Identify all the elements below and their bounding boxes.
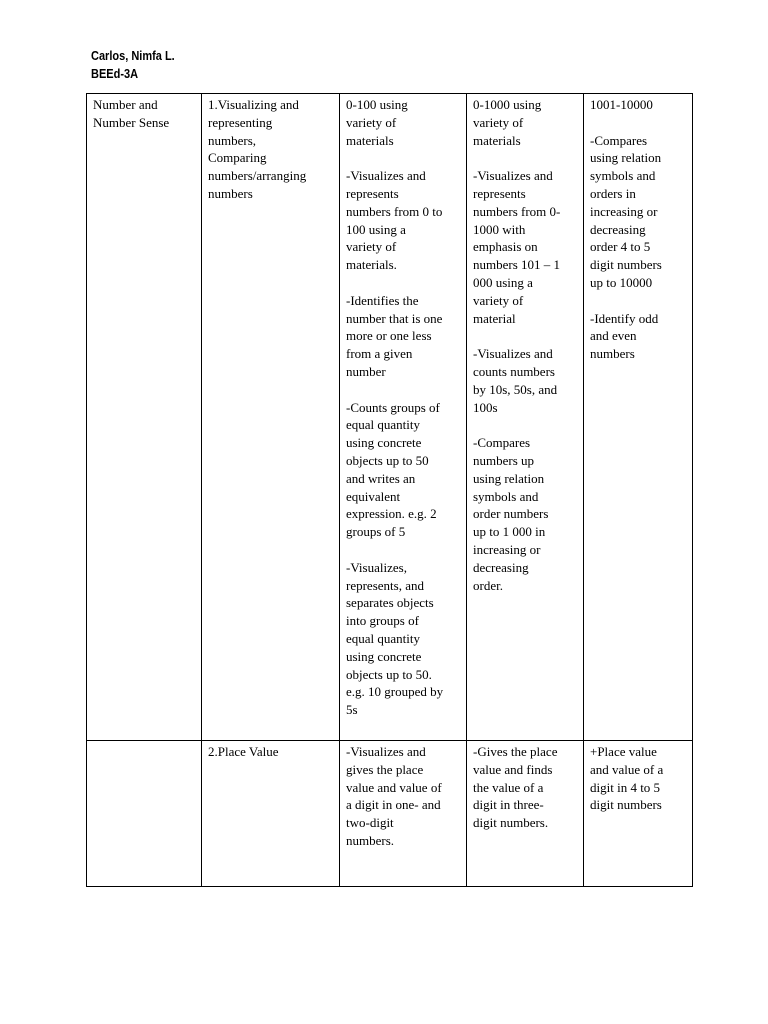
table-cell-grade3: 1001-10000 -Compares using relation symbols and orders in increasing or decreasing order 4 to 5 digit numbers up to 10000 -Identify odd and even numbers	[584, 94, 693, 741]
table-row	[87, 741, 693, 887]
curriculum-table	[86, 93, 693, 887]
author-name: Carlos, Nimfa L.	[91, 49, 175, 63]
table-cell-topic: 2.Place Value	[202, 741, 340, 887]
table-cell-grade2: -Gives the place value and finds the value of a digit in three- digit numbers.	[467, 741, 584, 887]
table-cell-topic: 1.Visualizing and representing numbers, Comparing numbers/arranging numbers	[202, 94, 340, 741]
table-row	[87, 94, 693, 741]
document-header	[91, 47, 175, 83]
table-cell-grade1: -Visualizes and gives the place value and value of a digit in one- and two-digit numbers.	[340, 741, 467, 887]
table-cell-grade1: 0-100 using variety of materials -Visualizes and represents numbers from 0 to 100 using a variety of materials. -Identifies the number that is one more or one less from a given number -Counts groups of equal quantity using concrete objects up to 50 and writes an equivalent expression. e.g. 2 groups of 5 -Visualizes, represents, and separates objects into groups of equal quantity using concrete objects up to 50. e.g. 10 grouped by 5s	[340, 94, 467, 741]
table-cell-grade2: 0-1000 using variety of materials -Visualizes and represents numbers from 0- 1000 with emphasis on numbers 101 – 1 000 using a variety of material -Visualizes and counts numbers by 10s, 50s, and 100s -Compares numbers up using relation symbols and order numbers up to 1 000 in increasing or decreasing order.	[467, 94, 584, 741]
table-cell-domain	[87, 741, 202, 887]
table-cell-domain: Number and Number Sense	[87, 94, 202, 741]
table-cell-grade3: +Place value and value of a digit in 4 to 5 digit numbers	[584, 741, 693, 887]
class-section: BEEd-3A	[91, 67, 139, 81]
